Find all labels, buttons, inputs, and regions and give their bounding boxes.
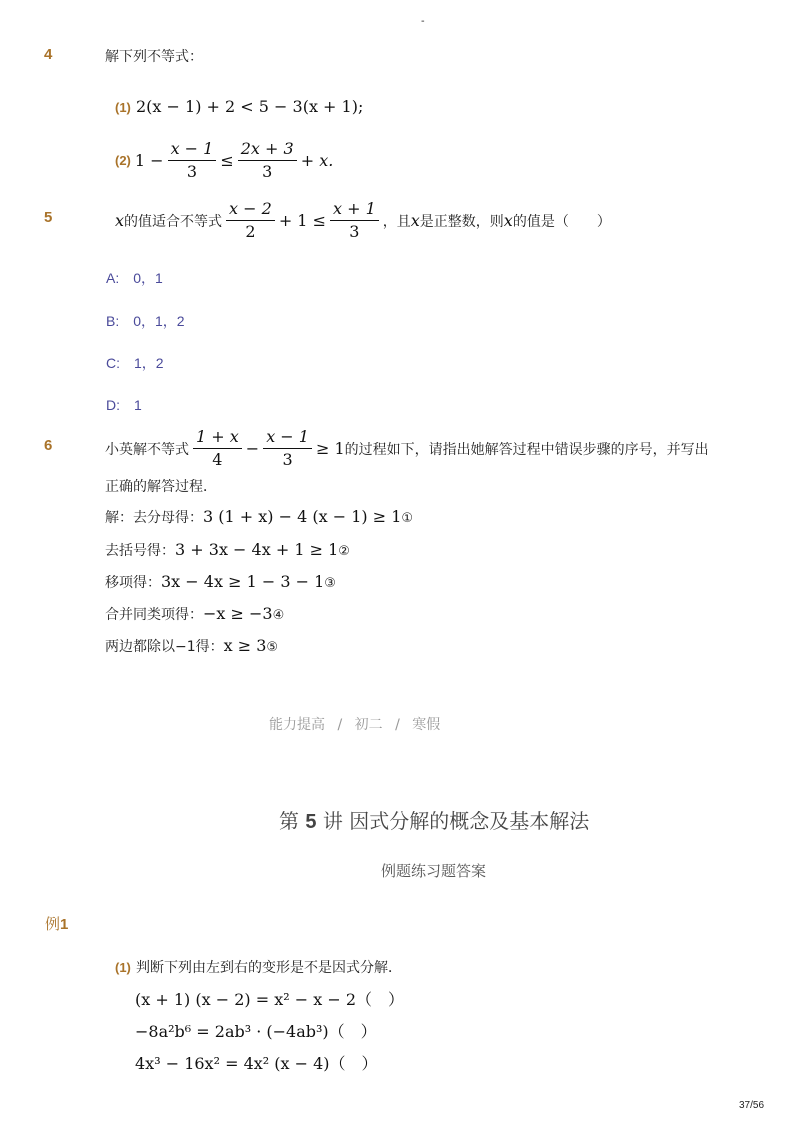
breadcrumb-item: 寒假 (412, 717, 441, 733)
variable: x (503, 211, 513, 230)
step-label: 去括号得： (105, 543, 175, 559)
chapter-number: 5 (305, 811, 317, 833)
math-text: ≥ 1 (315, 439, 345, 458)
stem-text: ，且 (382, 213, 411, 230)
option-c[interactable]: C: 1，2 (106, 355, 164, 371)
example-line: −8a²b⁶ = 2ab³ · (−4ab³)（ ） (135, 1022, 377, 1041)
stem-text: 是正整数，则 (419, 213, 504, 230)
math-text: − (245, 439, 260, 458)
chapter-subtitle: 例题练习题答案 (381, 862, 487, 880)
math-text: + x. (300, 151, 334, 170)
numerator: x − 2 (226, 200, 275, 221)
step-label: 两边都除以−1得： (105, 639, 224, 655)
step-label: 合并同类项得： (105, 607, 203, 623)
fraction (226, 200, 275, 241)
step-marker: ① (401, 511, 414, 526)
variable: x (115, 211, 125, 230)
breadcrumb-separator: / (395, 717, 400, 733)
fraction (168, 140, 217, 181)
example-line: (x + 1) (x − 2) = x² − x − 2（ ） (135, 990, 404, 1009)
solution-step (105, 507, 413, 527)
numerator: x − 1 (168, 140, 217, 161)
denominator: 3 (349, 222, 360, 241)
solution-step (105, 604, 284, 624)
chapter-title (279, 805, 589, 834)
question-5-stem (115, 200, 611, 241)
step-expression: x ≥ 3 (223, 636, 267, 655)
math-expression: 2(x − 1) + 2 < 5 − 3(x + 1); (135, 97, 364, 116)
math-text: + 1 ≤ (278, 211, 326, 230)
stem-text: 的值适合不等式 (124, 213, 223, 230)
stem-text: 的过程如下，请指出她解答过程中错误步骤的序号，并写出 (344, 441, 709, 458)
example-label-prefix: 例 (45, 915, 61, 933)
fraction (193, 428, 242, 469)
example-label-number: 1 (60, 916, 69, 933)
top-mark: - (421, 16, 425, 27)
stem-text: 的值是（ ） (512, 213, 611, 230)
denominator: 3 (262, 162, 273, 181)
part-label: (1) (115, 960, 131, 975)
chapter-title-text: 讲 因式分解的概念及基本解法 (322, 809, 590, 833)
step-marker: ② (338, 544, 350, 559)
question-4-part-2 (115, 140, 333, 181)
page-number: 37/56 (739, 1100, 765, 1111)
solution-step (105, 540, 350, 560)
step-marker: ③ (324, 576, 336, 591)
breadcrumb-item: 能力提高 (269, 717, 325, 733)
option-a[interactable]: A: 0，1 (106, 270, 163, 286)
denominator: 3 (282, 450, 293, 469)
fraction (263, 428, 312, 469)
variable: x (410, 211, 420, 230)
example-1-part-1 (115, 957, 402, 977)
question-number-5: 5 (44, 209, 53, 226)
part-label: (1) (115, 100, 131, 115)
math-text: ≤ (220, 151, 234, 170)
solution-step (105, 636, 278, 656)
denominator: 4 (212, 450, 223, 469)
breadcrumb-separator: / (337, 717, 343, 733)
option-b[interactable]: B: 0，1，2 (106, 313, 185, 329)
step-label: 解：去分母得： (105, 510, 203, 526)
stem-text: 小英解不等式 (105, 441, 189, 458)
step-marker: ④ (272, 608, 285, 623)
math-text: 1 − (134, 151, 164, 170)
fraction (330, 200, 379, 241)
example-line: 4x³ − 16x² = 4x² (x − 4)（ ） (135, 1054, 378, 1073)
breadcrumb-item: 初二 (354, 717, 383, 733)
denominator: 3 (186, 162, 198, 181)
numerator: x − 1 (263, 428, 312, 449)
question-4-prompt: 解下列不等式： (105, 49, 203, 65)
example-label (45, 913, 68, 934)
numerator: 2x + 3 (238, 140, 297, 161)
fraction (238, 140, 297, 181)
breadcrumb (269, 714, 440, 734)
step-expression: 3 (1 + x) − 4 (x − 1) ≥ 1 (203, 507, 402, 526)
solution-step (105, 572, 336, 592)
step-expression: 3x − 4x ≥ 1 − 3 − 1 (161, 572, 325, 591)
step-marker: ⑤ (266, 640, 279, 655)
question-6-stem (105, 428, 709, 469)
part-text: 判断下列由左到右的变形是不是因式分解． (135, 960, 402, 976)
denominator: 2 (245, 222, 256, 241)
step-expression: −x ≥ −3 (203, 604, 273, 623)
question-number-6: 6 (44, 437, 53, 454)
step-expression: 3 + 3x − 4x + 1 ≥ 1 (175, 540, 339, 559)
question-4-part-1 (115, 97, 363, 116)
numerator: x + 1 (330, 200, 379, 221)
chapter-title-prefix: 第 (279, 809, 299, 833)
step-label: 移项得： (105, 575, 161, 591)
part-label: (2) (115, 153, 131, 168)
question-number-4: 4 (44, 46, 53, 63)
option-d[interactable]: D: 1 (106, 397, 142, 413)
question-6-stem-line-2: 正确的解答过程． (105, 479, 217, 495)
numerator: 1 + x (193, 428, 242, 449)
